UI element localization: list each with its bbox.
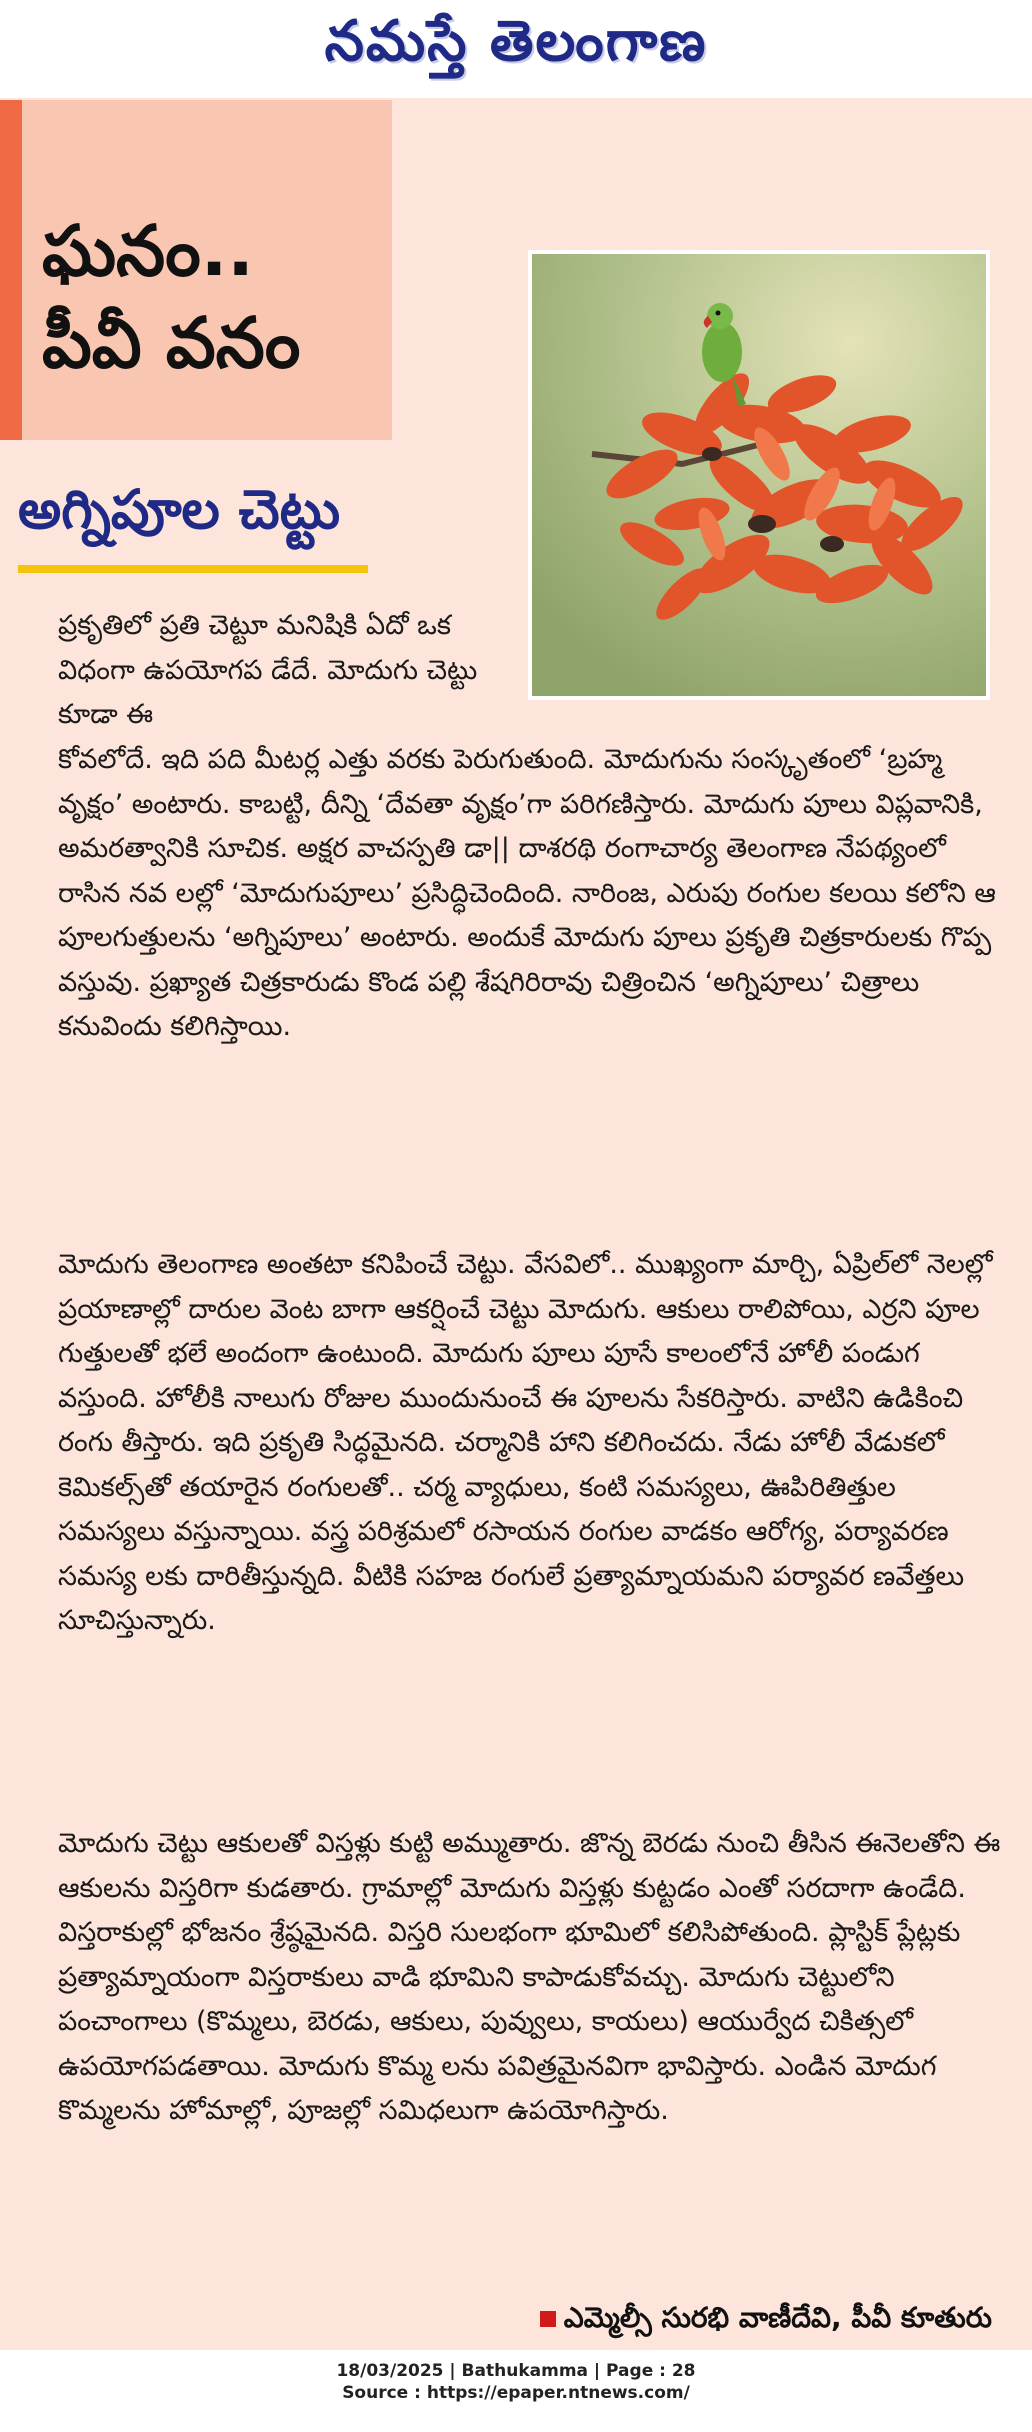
byline-text: ఎమ్మెల్సీ సురభి వాణీదేవి, పీవీ కూతురు xyxy=(563,2301,992,2334)
article-photo xyxy=(528,250,990,700)
paragraph-2: మోదుగు తెలంగాణ అంతటా కనిపించే చెట్టు. వేసవిలో.. ముఖ్యంగా మార్చి, ఏప్రిల్‌లో నెలల్లో ప్రయాణాల్లో దారుల వెంట బాగా ఆకర్షించే చెట్టు మోదుగు. ఆకులు రాలిపోయి, ఎర్రని పూల గుత్తులతో భలే అందంగా ఉంటుంది. మోదుగు పూలు పూసే కాలంలోనే హోలీ పండుగ వస్తుంది. హోలీకి నాలుగు రోజుల ముందునుంచే ఈ పూలను సేకరిస్తారు. వాటిని ఉడికించి రంగు తీస్తారు. ఇది ప్రకృతి సిద్ధమైనది. చర్మానికి హాని కలిగించదు. నేడు హోలీ వేడుకలో కెమికల్స్‌తో తయారైన రంగులతో.. చర్మ వ్యాధులు, కంటి సమస్యలు, ఊపిరితిత్తుల సమస్యలు వస్తున్నాయి. వస్త్ర పరిశ్రమలో రసాయన రంగుల వాడకం ఆరోగ్య, పర్యావరణ సమస్య లకు దారితీస్తున్నది. వీటికి సహజ రంగులే ప్రత్యామ్నాయమని పర్యావర ణవేత్తలు సూచిస్తున్నారు. xyxy=(58,1249,1002,1636)
paragraph-3: మోదుగు చెట్టు ఆకులతో విస్తళ్లు కుట్టి అమ్ముతారు. జొన్న బెరడు నుంచి తీసిన ఈనెలతోని ఈ ఆకులను విస్తరిగా కుడతారు. గ్రామాల్లో మోదుగు విస్తళ్లు కుట్టడం ఎంతో సరదాగా ఉండేది. విస్తరాకుల్లో భోజనం శ్రేష్ఠమైనది. విస్తరి సులభంగా భూమిలో కలిసిపోతుంది. ప్లాస్టిక్ ప్లేట్లకు ప్రత్యామ్నాయంగా విస్తరాకులు వాడి భూమిని కాపాడుకోవచ్చు. మోదుగు చెట్టులోని పంచాంగాలు (కొమ్మలు, బెరడు, ఆకులు, పువ్వులు, కాయలు) ఆయుర్వేద చికిత్సలో ఉపయోగపడతాయి. మోదుగు కొమ్మ లను పవిత్రమైనవిగా భావిస్తారు. ఎండిన మోదుగ కొమ్మలను హోమాల్లో, పూజల్లో సమిధలుగా ఉపయోగిస్తారు. xyxy=(58,1828,1009,2126)
headline xyxy=(42,205,300,389)
subheading: అగ్నిపూల చెట్టు xyxy=(18,478,341,541)
byline xyxy=(540,2301,992,2341)
page-footer xyxy=(0,2360,1032,2404)
subheading-underline xyxy=(18,565,368,573)
footer-source: Source : https://epaper.ntnews.com/ xyxy=(342,2383,690,2403)
paragraph-1-intro: ప్రకృతిలో ప్రతి చెట్టూ మనిషికి ఏదో ఒక విధంగా ఉపయోగప డేదే. మోదుగు చెట్టు కూడా ఈ xyxy=(58,610,486,730)
headline-accent-bar xyxy=(0,100,22,440)
parrot-flowers-image xyxy=(532,254,986,696)
footer-meta: 18/03/2025 | Bathukamma | Page : 28 xyxy=(336,2361,696,2381)
masthead xyxy=(0,0,1032,95)
masthead-logo-text: నమస్తే తెలంగాణ xyxy=(324,8,708,74)
headline-line-2: పీవీ వనం xyxy=(42,302,301,384)
headline-line-1: ఘనం.. xyxy=(42,210,254,292)
byline-marker-icon xyxy=(540,2311,556,2327)
paragraph-1-continued: కోవలోదే. ఇది పది మీటర్ల ఎత్తు వరకు పెరుగుతుంది. మోదుగును సంస్కృతంలో ‘బ్రహ్మ వృక్షం’ అంటారు. కాబట్టి, దీన్ని ‘దేవతా వృక్షం’గా పరిగణిస్తారు. మోదుగు పూలు విప్లవానికి, అమరత్వానికి సూచిక. అక్షర వాచస్పతి డా|| దాశరథి రంగాచార్య తెలంగాణ నేపథ్యంలో రాసిన నవ లల్లో ‘మోదుగుపూలు’ ప్రసిద్ధిచెందింది. నారింజ, ఎరుపు రంగుల కలయి కలోని ఆ పూలగుత్తులను ‘అగ్నిపూలు’ అంటారు. అందుకే మోదుగు పూలు ప్రకృతి చిత్రకారులకు గొప్ప వస్తువు. ప్రఖ్యాత చిత్రకారుడు కొండ పల్లి శేషగిరిరావు చిత్రించిన ‘అగ్నిపూలు’ చిత్రాలు కనువిందు కలిగిస్తాయి. xyxy=(58,744,1005,1042)
